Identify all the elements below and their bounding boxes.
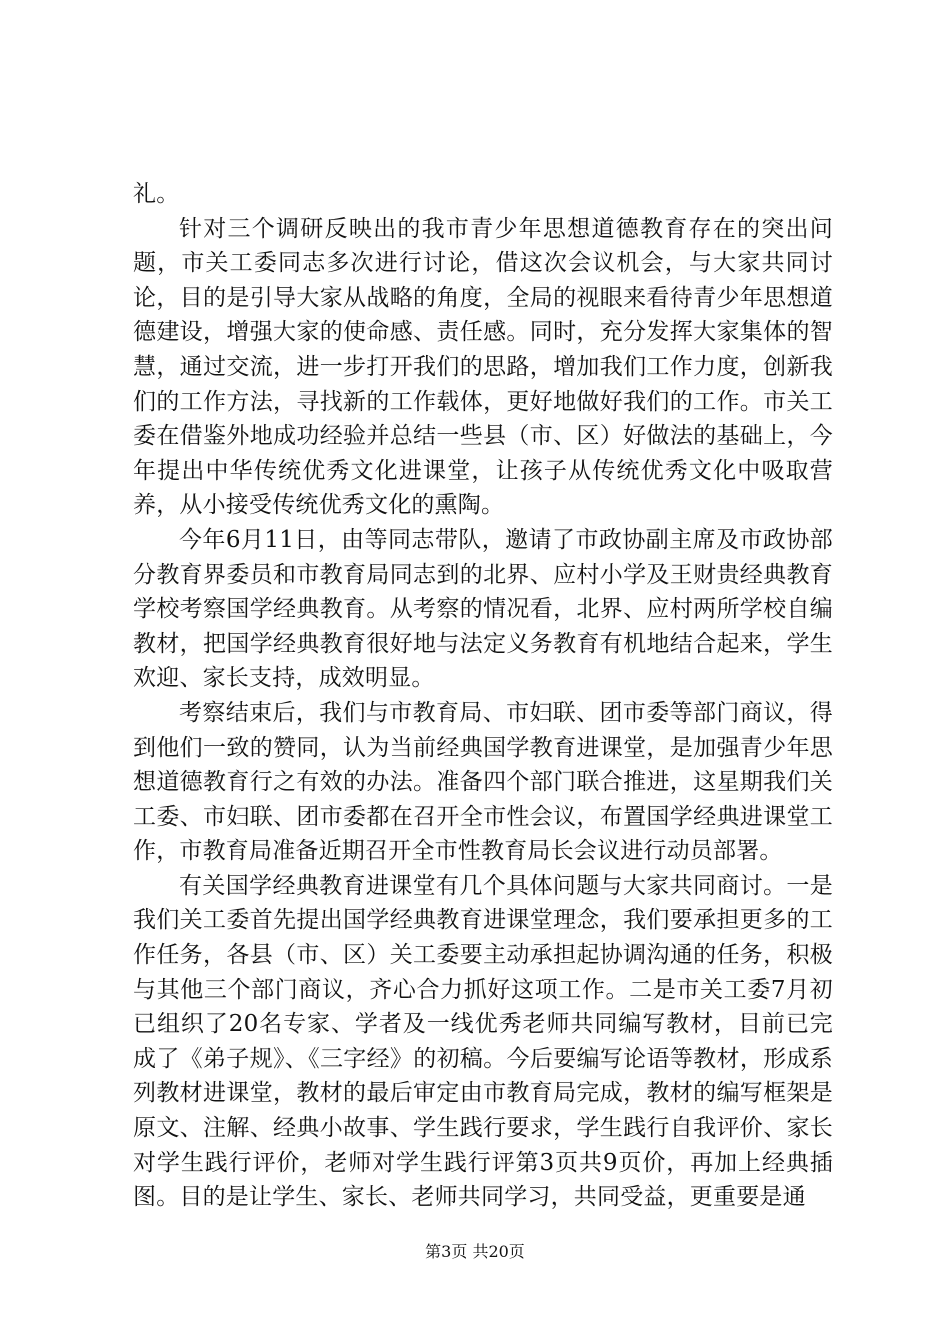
document-body [133,177,833,1215]
paragraph-5: 有关国学经典教育进课堂有几个具体问题与大家共同商讨。一是我们关工委首先提出国学经典教育进课堂理念，我们要承担更多的工作任务，各县（市、区）关工委要主动承担起协调沟通的任务，积极与其他三个部门商议，齐心合力抓好这项工作。二是市关工委7月初已组织了20名专家、学者及一线优秀老师共同编写教材，目前已完成了《弟子规》、《三字经》的初稿。今后要编写论语等教材，形成系列教材进课堂，教材的最后审定由市教育局完成，教材的编写框架是原文、注解、经典小故事、学生践行要求，学生践行自我评价、家长对学生践行评价，老师对学生践行评第3页共9页价，再加上经典插图。目的是让学生、家长、老师共同学习，共同受益，更重要是通 [133,872,833,1211]
paragraph-3: 今年6月11日，由等同志带队，邀请了市政协副主席及市政协部分教育界委员和市教育局同志到的北界、应村小学及王财贵经典教育学校考察国学经典教育。从考察的情况看，北界、应村两所学校自编教材，把国学经典教育很好地与法定义务教育有机地结合起来，学生欢迎、家长支持，成效明显。 [133,526,833,692]
paragraph-2: 针对三个调研反映出的我市青少年思想道德教育存在的突出问题，市关工委同志多次进行讨论，借这次会议机会，与大家共同讨论，目的是引导大家从战略的角度，全局的视眼来看待青少年思想道德建设，增强大家的使命感、责任感。同时，充分发挥大家集体的智慧，通过交流，进一步打开我们的思路，增加我们工作力度，创新我们的工作方法，寻找新的工作载体，更好地做好我们的工作。市关工委在借鉴外地成功经验并总结一些县（市、区）好做法的基础上，今年提出中华传统优秀文化进课堂，让孩子从传统优秀文化中吸取营养，从小接受传统优秀文化的熏陶。 [133,215,833,519]
paragraph-1: 礼。 [133,181,180,207]
page-number-footer: 第3页 共20页 [425,1242,525,1261]
paragraph-4: 考察结束后，我们与市教育局、市妇联、团市委等部门商议，得到他们一致的赞同，认为当前经典国学教育进课堂，是加强青少年思想道德教育行之有效的办法。准备四个部门联合推进，这星期我们关工委、市妇联、团市委都在召开全市性会议，布置国学经典进课堂工作，市教育局准备近期召开全市性教育局长会议进行动员部署。 [133,699,833,865]
